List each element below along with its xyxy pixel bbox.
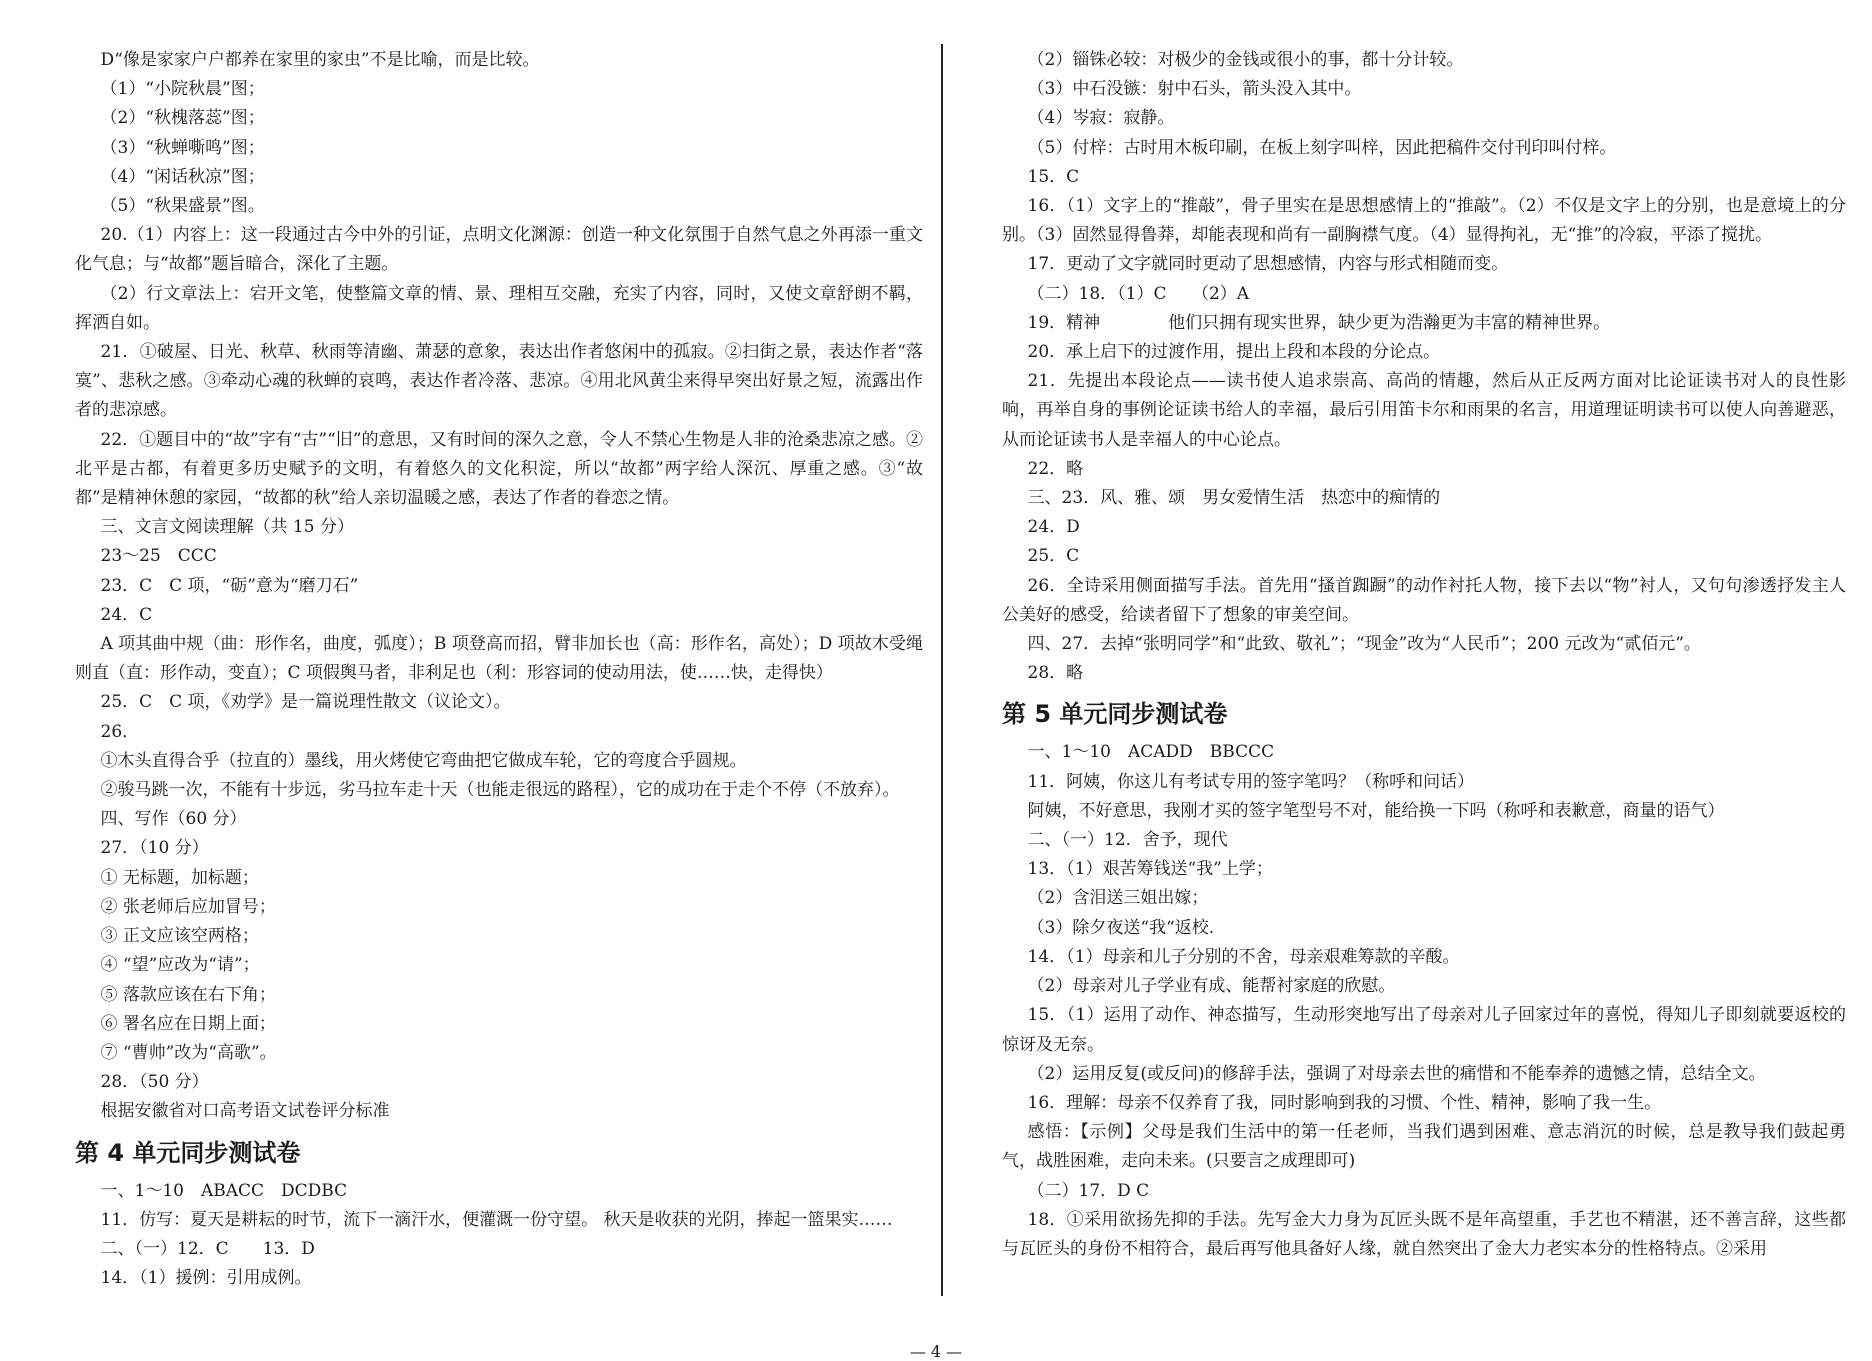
answer-line: ⑦ “曹帅”改为“高歌”。 bbox=[100, 1042, 277, 1063]
answer-line: （4）岑寂：寂静。 bbox=[1027, 108, 1175, 129]
answer-line: ① 无标题，加标题； bbox=[100, 867, 259, 888]
answer-line: 28．（50 分） bbox=[100, 1072, 209, 1093]
answer-line: 一、1～10 ABACC DCDBC bbox=[100, 1180, 348, 1201]
page-number: — 4 — bbox=[909, 1342, 963, 1361]
answer-line: 二、（一）12．C 13．D bbox=[100, 1238, 315, 1259]
answer-line: 24．D bbox=[1027, 517, 1080, 538]
answer-line: 11．仿写：夏天是耕耘的时节，流下一滴汗水，便灌溉一份守望。 秋天是收获的光阴，捧起一篮果实…… bbox=[100, 1209, 893, 1230]
answer-line: 21．先提出本段论点——读书使人追求崇高、高尚的情趣，然后从正反两方面对比论证读书对人的良性影响，再举自身的事例论证读书给人的幸福，最后引用笛卡尔和雨果的名言，用道理证明读书可以使人向善避恶，从而论证读书人是幸福人的中心论点。 bbox=[1002, 371, 1846, 450]
answer-line: ② 张老师后应加冒号； bbox=[100, 896, 276, 917]
answer-line: 阿姨，不好意思，我刚才买的签字笔型号不对，能给换一下吗（称呼和表歉意，商量的语气） bbox=[1027, 800, 1725, 821]
answer-line: （5）“秋果盛景”图。 bbox=[100, 196, 265, 217]
answer-line: 感悟：【示例】父母是我们生活中的第一任老师，当我们遇到困难、意志消沉的时候，总是教导我们鼓起勇气，战胜困难，走向未来。(只要言之成理即可) bbox=[1002, 1122, 1846, 1172]
answer-line: 18．①采用欲扬先抑的手法。先写金大力身为瓦匠头既不是年高望重，手艺也不精湛，还不善言辞，这些都与瓦匠头的身份不相符合，最后再写他具备好人缘，就自然突出了金大力老实本分的性格特点。②采用 bbox=[1002, 1209, 1846, 1259]
answer-line: 28．略 bbox=[1027, 663, 1084, 684]
answer-line: 23～25 CCC bbox=[100, 546, 217, 567]
answer-line: 16．（1）文字上的“推敲”，骨子里实在是思想感情上的“推敲”。（2）不仅是文字上的分别，也是意境上的分别。（3）固然显得鲁莽，却能表现和尚有一副胸襟气度。（4）显得拘礼，无“推”的冷寂，平添了搅扰。 bbox=[1002, 196, 1846, 246]
answer-line: ③ 正文应该空两格； bbox=[100, 926, 259, 947]
answer-line: （2）运用反复(或反问)的修辞手法，强调了对母亲去世的痛惜和不能奉养的遗憾之情，总结全文。 bbox=[1027, 1063, 1766, 1084]
answer-line: （3）中石没镞：射中石头，箭头没入其中。 bbox=[1027, 79, 1362, 100]
answer-line: 根据安徽省对口高考语文试卷评分标准 bbox=[100, 1101, 390, 1122]
answer-line: （二）18．（1）C （2）A bbox=[1027, 283, 1250, 304]
answer-line: 17．更动了文字就同时更动了思想感情，内容与形式相随而变。 bbox=[1027, 254, 1509, 275]
answer-line: （2）含泪送三姐出嫁； bbox=[1027, 888, 1209, 909]
answer-line: 23．C C 项，“砺”意为“磨刀石” bbox=[100, 575, 359, 596]
answer-line: （3）“秋蝉嘶鸣”图； bbox=[100, 137, 265, 158]
answer-line: 25．C bbox=[1027, 546, 1080, 567]
answer-line: 22．①题目中的“故”字有“古”“旧”的意思，又有时间的深久之意，令人不禁心生物是人非的沧桑悲凉之感。②北平是古都，有着更多历史赋予的文明，有着悠久的文化积淀，所以“故都”两字给人深沉、厚重之感。③“故都”是精神休憩的家园，“故都的秋”给人亲切温暖之感，表达了作者的眷恋之情。 bbox=[75, 429, 923, 509]
section-heading: 第 4 单元同步测试卷 bbox=[75, 1138, 301, 1167]
answer-line: ⑤ 落款应该在右下角； bbox=[100, 984, 276, 1005]
answer-line: 15．（1）运用了动作、神态描写，生动形突地写出了母亲对儿子回家过年的喜悦，得知儿子即刻就要返校的惊讶及无奈。 bbox=[1002, 1005, 1846, 1055]
answer-line: 27．（10 分） bbox=[100, 838, 209, 859]
left-column bbox=[75, 46, 923, 1293]
answer-line: D“像是家家户户都养在家里的家虫”不是比喻，而是比较。 bbox=[100, 50, 540, 70]
answer-line: 26． bbox=[100, 721, 140, 742]
answer-line: （二）17．D C bbox=[1027, 1180, 1150, 1201]
answer-line: 三、文言文阅读理解（共 15 分） bbox=[100, 517, 354, 538]
answer-line: （1）“小院秋晨”图； bbox=[100, 79, 265, 100]
answer-line: ①木头直得合乎（拉直的）墨线，用火烤使它弯曲把它做成车轮，它的弯度合乎圆规。 bbox=[100, 750, 747, 771]
answer-line: 四、写作（60 分） bbox=[100, 809, 247, 830]
right-column bbox=[1002, 46, 1846, 1264]
answer-line: 20．承上启下的过渡作用，提出上段和本段的分论点。 bbox=[1027, 342, 1441, 363]
column-divider bbox=[941, 44, 943, 1296]
answer-line: 20.（1）内容上：这一段通过古今中外的引证，点明文化渊源：创造一种文化氛围于自然气息之外再添一重文化气息；与“故都”题旨暗合，深化了主题。 bbox=[75, 225, 923, 275]
answer-line: ④ “望”应改为“请”； bbox=[100, 955, 260, 976]
answer-line: （2）锱铢必较：对极少的金钱或很小的事，都十分计较。 bbox=[1027, 50, 1464, 70]
answer-line: 26．全诗采用侧面描写手法。首先用“搔首踟蹰”的动作衬托人物，接下去以“物”衬人，又句句渗透抒发主人公美好的感受，给读者留下了想象的审美空间。 bbox=[1002, 575, 1846, 625]
answer-line: 11．阿姨，你这儿有考试专用的签字笔吗？（称呼和问话） bbox=[1027, 771, 1475, 792]
answer-line: 19．精神 他们只拥有现实世界，缺少更为浩瀚更为丰富的精神世界。 bbox=[1027, 312, 1611, 333]
answer-line: 三、23．风、雅、颂 男女爱情生活 热恋中的痴情的 bbox=[1027, 488, 1441, 509]
answer-line: 16．理解：母亲不仅养育了我，同时影响到我的习惯、个性、精神，影响了我一生。 bbox=[1027, 1092, 1662, 1113]
answer-line: 21．①破屋、日光、秋草、秋雨等清幽、萧瑟的意象，表达出作者悠闲中的孤寂。②扫街之景，表达作者“落寞”、悲秋之感。③牵动心魂的秋蝉的哀鸣，表达作者冷落、悲凉。④用北风黄尘来得早突出好景之短，流露出作者的悲凉感。 bbox=[75, 342, 923, 421]
answer-line: 一、1～10 ACADD BBCCC bbox=[1027, 742, 1275, 763]
answer-line: 13．（1）艰苦筹钱送“我”上学； bbox=[1027, 859, 1273, 880]
answer-line: 二、（一）12．舍予，现代 bbox=[1027, 830, 1228, 851]
answer-line: 24．C bbox=[100, 604, 153, 625]
answer-line: 14．（1）母亲和儿子分别的不舍，母亲艰难筹款的辛酸。 bbox=[1027, 946, 1460, 967]
answer-line: （2）行文章法上：宕开文笔，使整篇文章的情、景、理相互交融，充实了内容，同时，又使文章舒朗不羁，挥洒自如。 bbox=[75, 283, 923, 333]
answer-line: ②骏马跳一次，不能有十步远，劣马拉车走十天（也能走很远的路程），它的成功在于走个不停（不放弃）。 bbox=[100, 780, 900, 801]
answer-line: 25．C C 项，《劝学》是一篇说理性散文（议论文）。 bbox=[100, 692, 511, 713]
answer-line: 四、27．去掉“张明同学”和“此致、敬礼”；“现金”改为“人民币”；200 元改为“贰佰元”。 bbox=[1027, 634, 1701, 655]
answer-line: （5）付梓：古时用木板印刷，在板上刻字叫梓，因此把稿件交付刊印叫付梓。 bbox=[1027, 137, 1617, 158]
answer-line: （3）除夕夜送“我“返校. bbox=[1027, 917, 1215, 938]
answer-line: （4）“闲话秋凉”图； bbox=[100, 166, 265, 187]
answer-line: （2）“秋槐落蕊”图； bbox=[100, 108, 265, 129]
answer-line: ⑥ 署名应在日期上面； bbox=[100, 1013, 276, 1034]
answer-line: 22．略 bbox=[1027, 458, 1084, 479]
answer-line: 15．C bbox=[1027, 166, 1080, 187]
section-heading: 第 5 单元同步测试卷 bbox=[1002, 700, 1228, 729]
answer-line: 14．（1）援例：引用成例。 bbox=[100, 1268, 312, 1289]
answer-line: A 项其曲中规（曲：形作名，曲度，弧度）；B 项登高而招，臂非加长也（高：形作名，高处）；D 项故木受绳则直（直：形作动，变直）；C 项假舆马者，非利足也（利：形容词的使动用法，使……快，走得快） bbox=[75, 634, 923, 684]
answer-line: （2）母亲对儿子学业有成、能帮衬家庭的欣慰。 bbox=[1027, 976, 1396, 997]
